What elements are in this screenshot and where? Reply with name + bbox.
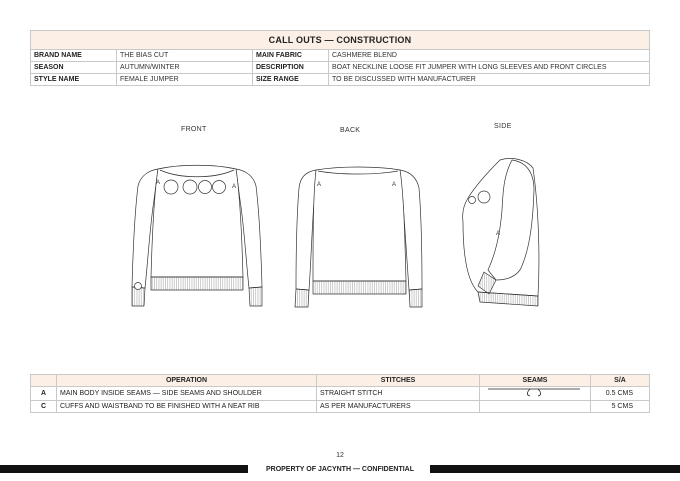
side-view-drawing [463, 158, 539, 306]
side-circle [469, 197, 476, 204]
callout-a: A [496, 231, 501, 237]
main-fabric-label: MAIN FABRIC [253, 50, 329, 62]
front-left-cuff [132, 287, 145, 306]
callout-a: A [317, 182, 322, 188]
seam-diagram [480, 387, 591, 401]
description-value: BOAT NECKLINE LOOSE FIT JUMPER WITH LONG SLEEVES AND FRONT CIRCLES [329, 62, 650, 74]
front-view-drawing [132, 165, 262, 306]
operations-header [31, 375, 650, 387]
style-name-value: FEMALE JUMPER [117, 74, 253, 86]
back-waistband [313, 281, 406, 294]
front-right-cuff [249, 287, 262, 306]
front-waistband [151, 277, 243, 290]
main-fabric-value: CASHMERE BLEND [329, 50, 650, 62]
front-circle [164, 180, 178, 194]
front-circle [199, 181, 212, 194]
season-value: AUTUMN/WINTER [117, 62, 253, 74]
style-name-label: STYLE NAME [31, 74, 117, 86]
operation-code: C [31, 401, 57, 413]
size-range-label: SIZE RANGE [253, 74, 329, 86]
back-right-cuff [409, 289, 422, 307]
code-header [31, 375, 57, 387]
operations-table [30, 374, 650, 413]
seam-allowance: 0.5 CMS [591, 387, 650, 401]
page-number: 12 [336, 452, 344, 459]
operation-text: CUFFS AND WAISTBAND TO BE FINISHED WITH A NEAT RIB [57, 401, 317, 413]
brand-name-label: BRAND NAME [31, 50, 117, 62]
stitch-text: STRAIGHT STITCH [317, 387, 480, 401]
brand-name-value: THE BIAS CUT [117, 50, 253, 62]
stitches-header: STITCHES [317, 375, 480, 387]
seam-allowance: 5 CMS [591, 401, 650, 413]
stitch-text: AS PER MANUFACTURERS [317, 401, 480, 413]
front-cuff-callout-circle [135, 283, 142, 290]
back-view-drawing [295, 167, 422, 307]
sa-header: S/A [591, 375, 650, 387]
back-left-cuff [295, 289, 309, 307]
side-circle [478, 191, 490, 203]
operation-text: MAIN BODY INSIDE SEAMS — SIDE SEAMS AND SHOULDER [57, 387, 317, 401]
footer-bar-left [0, 465, 248, 473]
page-title: CALL OUTS — CONSTRUCTION [31, 31, 650, 50]
back-view-label: BACK [340, 127, 361, 134]
seam-icon [480, 387, 588, 397]
table-row [31, 387, 650, 401]
callout-a: A [156, 180, 161, 186]
footer-confidential: PROPERTY OF JACYNTH — CONFIDENTIAL [265, 466, 415, 473]
season-label: SEASON [31, 62, 117, 74]
seams-header: SEAMS [480, 375, 591, 387]
callout-a: A [232, 184, 237, 190]
front-view-label: FRONT [181, 126, 207, 133]
operation-header: OPERATION [57, 375, 317, 387]
table-row [31, 401, 650, 413]
seam-diagram [480, 401, 591, 413]
front-body [151, 165, 243, 277]
side-view-label: SIDE [494, 123, 512, 130]
front-circle [183, 180, 197, 194]
operation-code: A [31, 387, 57, 401]
front-circle [213, 181, 226, 194]
callout-a: A [392, 182, 397, 188]
size-range-value: TO BE DISCUSSED WITH MANUFACTURER [329, 74, 650, 86]
description-label: DESCRIPTION [253, 62, 329, 74]
footer-bar-right [430, 465, 680, 473]
